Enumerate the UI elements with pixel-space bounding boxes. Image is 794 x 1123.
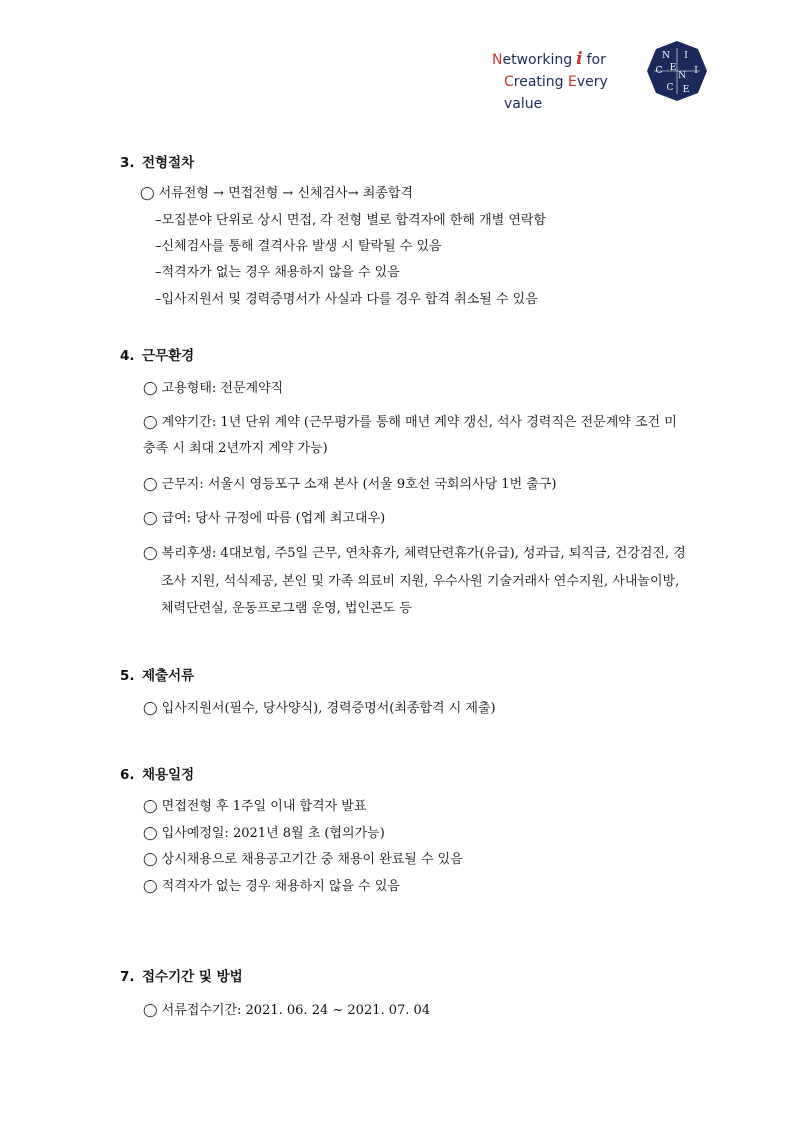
work-location: ◯ 근무지: 서울시 영등포구 소재 본사 (서울 9호선 국회의사당 1번 출구) [143, 477, 557, 492]
schedule-item: ◯ 상시채용으로 채용공고기간 중 채용이 완료될 수 있음 [143, 852, 463, 867]
section-title: 접수기간 및 방법 [142, 969, 243, 985]
slogan-i-mark: i [576, 49, 583, 69]
selection-process-line: ◯ 서류전형 → 면접전형 → 신체검사→ 최종합격 [140, 186, 413, 201]
contract-period-line-1: ◯ 계약기간: 1년 단위 계약 (근무평가를 통해 매년 계약 갱신, 석사 경력직은 전문계약 조건 미 [143, 415, 677, 430]
section-number: 7. [120, 969, 135, 985]
slogan-line-2 [492, 71, 642, 115]
emblem-letter: C [666, 83, 674, 93]
emblem-letter: N [678, 71, 686, 81]
emblem-letter: C [655, 66, 663, 76]
section-heading-4 [120, 344, 194, 364]
emblem-letter: I [694, 66, 698, 76]
section-number: 6. [120, 767, 135, 783]
section-title: 근무환경 [142, 348, 195, 364]
process-note: –모집분야 단위로 상시 면접, 각 전형 별로 합격자에 한해 개별 연락함 [155, 213, 547, 228]
slogan-letter: N [492, 52, 503, 68]
process-note: –적격자가 없는 경우 채용하지 않을 수 있음 [155, 265, 400, 280]
section-title: 전형절차 [142, 155, 195, 171]
slogan-word: very value [504, 74, 608, 112]
application-period: ◯ 서류접수기간: 2021. 06. 24 ~ 2021. 07. 04 [143, 1003, 431, 1018]
contract-period-line-2: 충족 시 최대 2년까지 계약 가능) [143, 441, 328, 456]
process-note: –입사지원서 및 경력증명서가 사실과 다를 경우 합격 취소될 수 있음 [155, 292, 538, 307]
schedule-item: ◯ 면접전형 후 1주일 이내 합격자 발표 [143, 799, 367, 814]
salary: ◯ 급여: 당사 규정에 따름 (업계 최고대우) [143, 511, 386, 526]
section-heading-7 [120, 965, 243, 985]
slogan-letter: C [504, 74, 514, 90]
section-heading-5 [120, 664, 194, 684]
required-documents: ◯ 입사지원서(필수, 당사양식), 경력증명서(최종합격 시 제출) [143, 701, 496, 716]
slogan-word: for [586, 52, 606, 68]
section-heading-6 [120, 763, 194, 783]
schedule-item: ◯ 적격자가 없는 경우 채용하지 않을 수 있음 [143, 879, 400, 894]
section-title: 채용일정 [142, 767, 195, 783]
section-heading-3 [120, 151, 194, 171]
benefits-line-1: ◯ 복리후생: 4대보험, 주5일 근무, 연차휴가, 체력단련휴가(유급), 성과급, 퇴직금, 건강검진, 경 [143, 546, 686, 561]
emblem-letter: E [682, 85, 690, 95]
benefits-line-2: 조사 지원, 석식제공, 본인 및 가족 의료비 지원, 우수사원 기술거래사 연수지원, 사내놀이방, [161, 574, 680, 589]
emblem-letter: I [684, 51, 688, 61]
slogan-line-1 [492, 48, 642, 71]
company-slogan [492, 48, 642, 115]
slogan-word: reating [513, 74, 569, 90]
section-number: 3. [120, 155, 135, 171]
slogan-letter: E [568, 74, 577, 90]
emblem-letter: E [669, 63, 677, 73]
section-number: 4. [120, 348, 135, 364]
slogan-word: etworking [502, 52, 573, 68]
company-emblem-logo [646, 40, 708, 102]
benefits-line-3: 체력단련실, 운동프로그램 운영, 법인콘도 등 [161, 601, 412, 616]
section-title: 제출서류 [142, 668, 195, 684]
emblem-letter: N [662, 51, 670, 61]
schedule-item: ◯ 입사예정일: 2021년 8월 초 (협의가능) [143, 826, 385, 841]
employment-type: ◯ 고용형태: 전문계약직 [143, 381, 284, 396]
section-number: 5. [120, 668, 135, 684]
process-note: –신체검사를 통해 결격사유 발생 시 탈락될 수 있음 [155, 239, 442, 254]
